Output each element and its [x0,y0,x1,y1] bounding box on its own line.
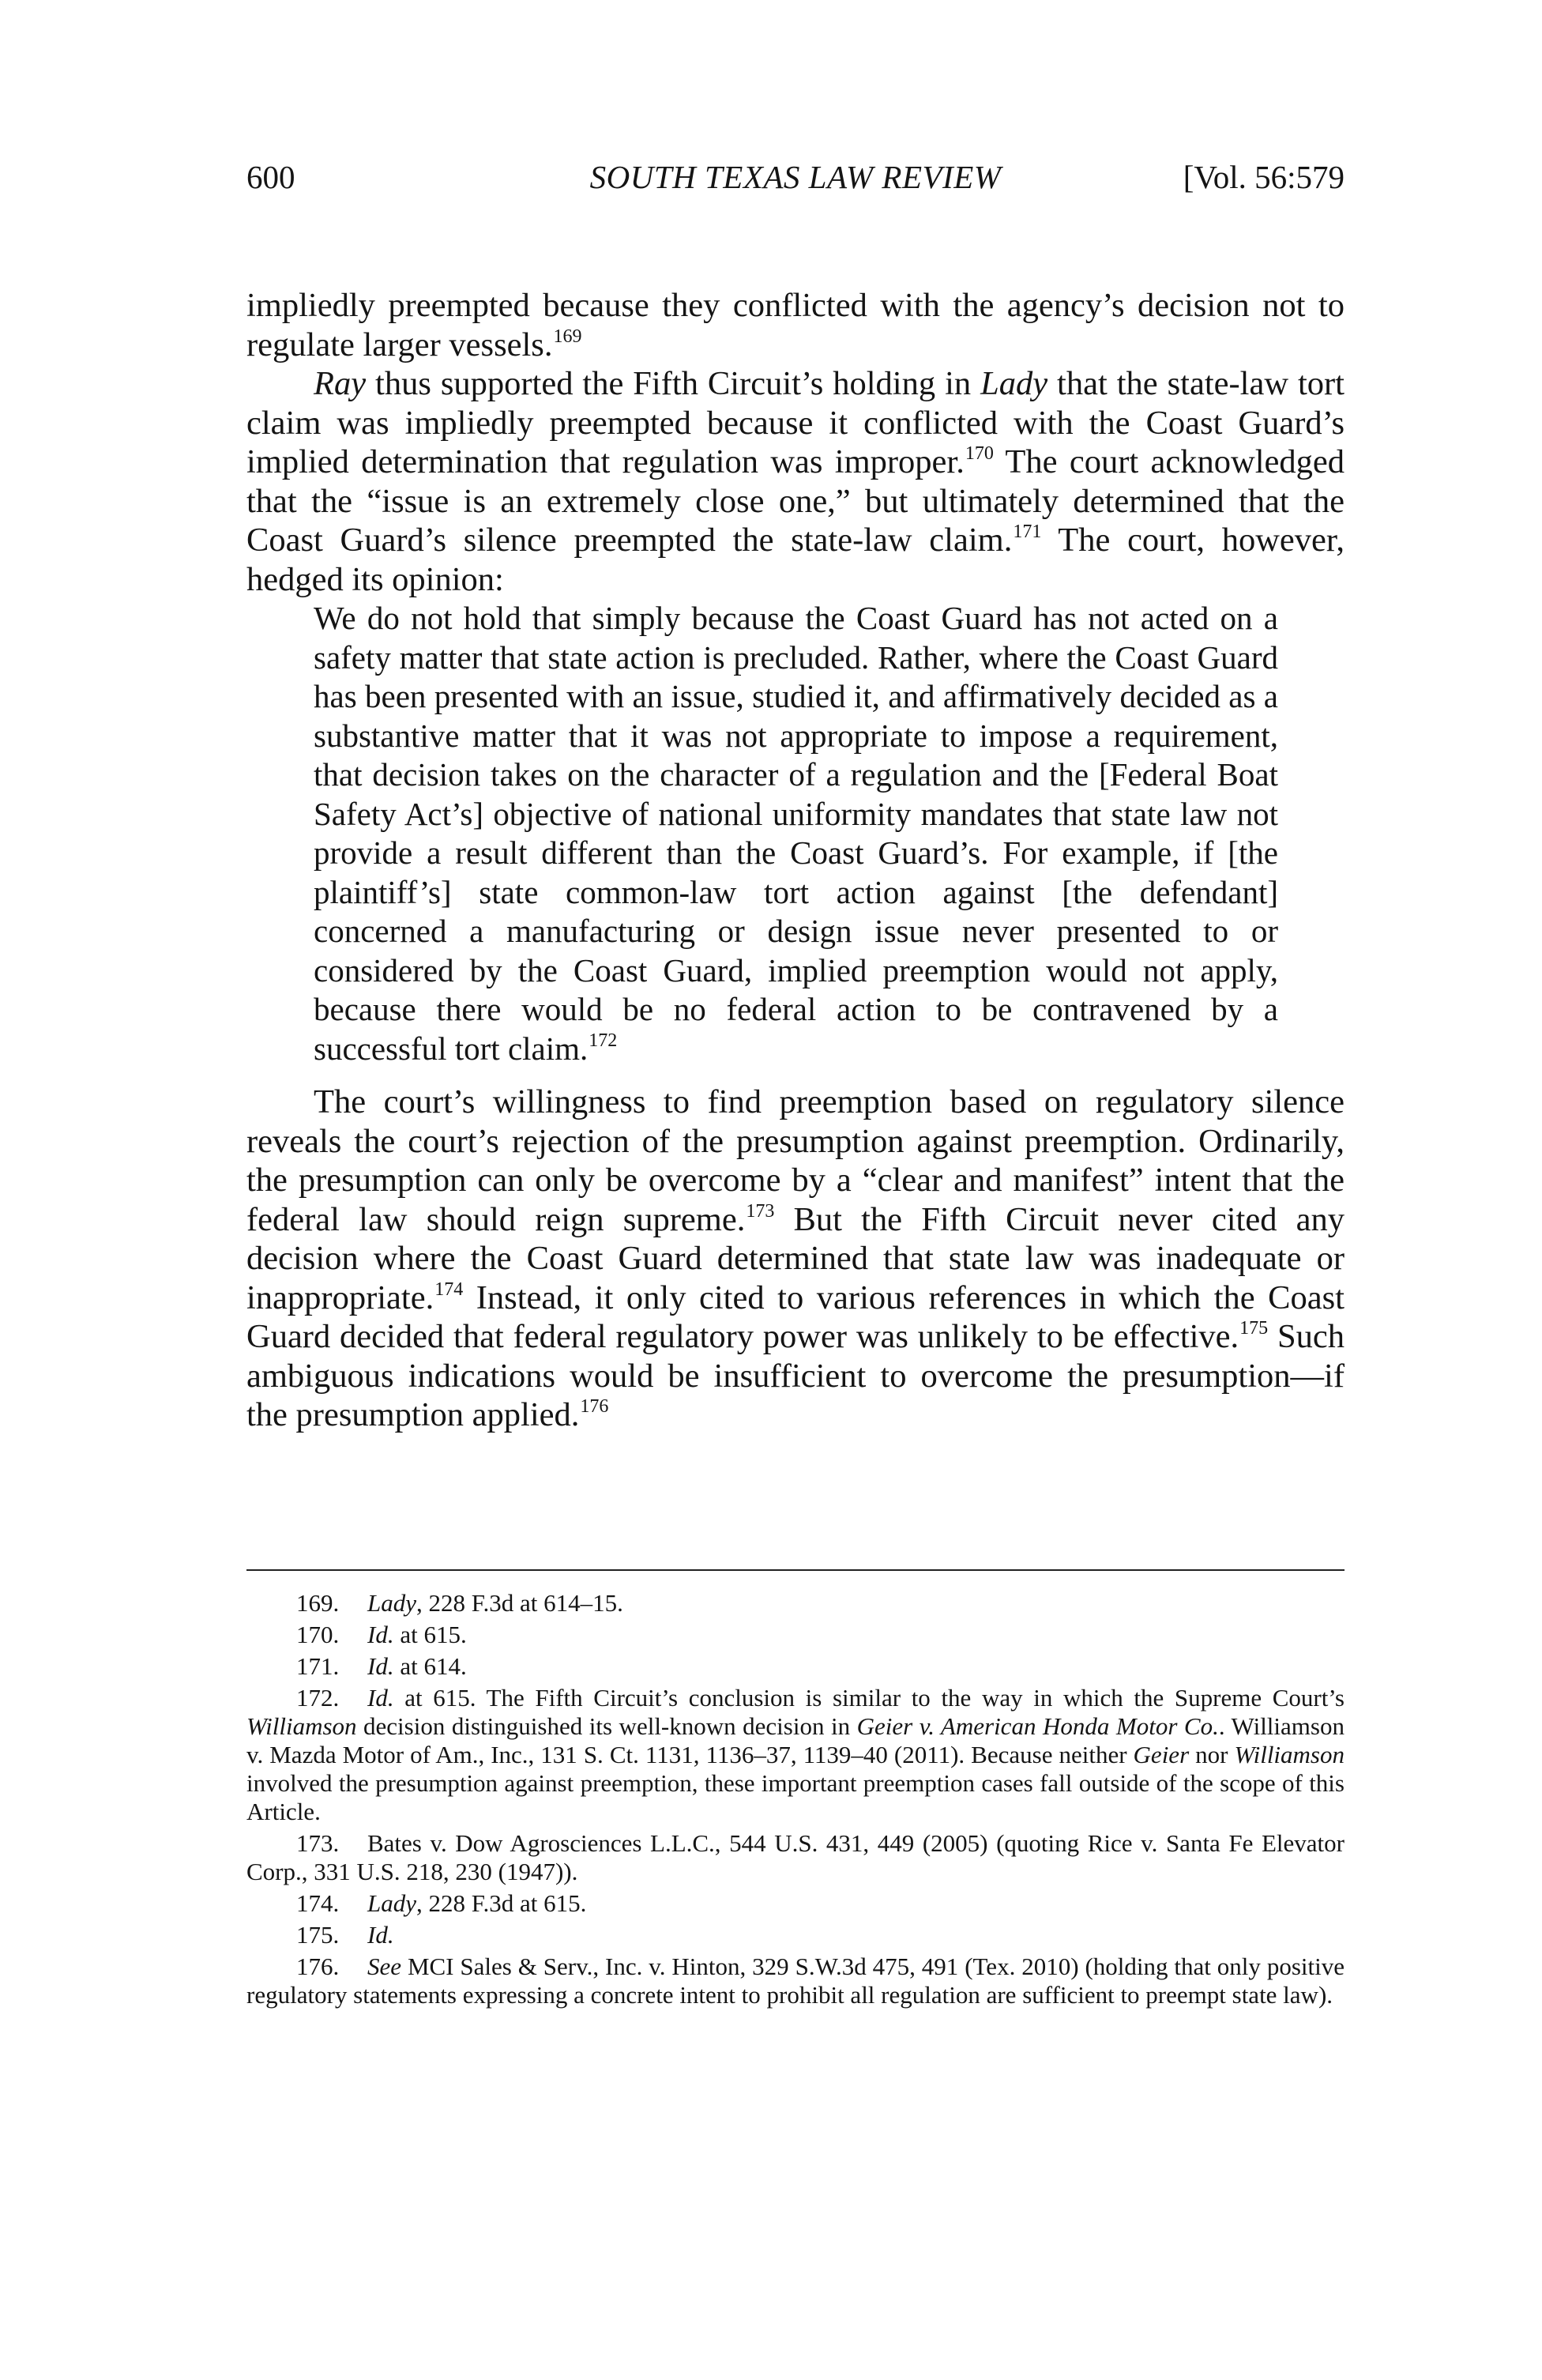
footnote-ref[interactable]: 171 [1013,522,1042,542]
footnote-170 [246,1621,1345,1649]
footnote-text: , 228 F.3d at 615. [416,1889,587,1917]
footnote-number: 174. [296,1889,340,1917]
footnote-173 [246,1829,1345,1886]
paragraph-text: Instead, it only cited to various references in which the Coast Guard decided that federal regulatory power was unlikely to be effective. [246,1278,1345,1355]
case-name: Williamson [246,1712,357,1740]
footnote-number: 171. [296,1652,340,1680]
paragraph-text: impliedly preempted because they conflicted with the agency’s decision not to regulate larger vessels. [246,287,1345,363]
citation-signal: Id. [367,1652,394,1680]
footnote-175 [246,1921,1345,1949]
footnote-ref[interactable]: 170 [965,443,994,464]
page-number: 600 [246,159,295,195]
citation-signal: Id. [367,1621,394,1648]
footnote-ref[interactable]: 172 [589,1030,618,1051]
citation-signal: Id. [367,1921,394,1949]
case-name: Lady [980,365,1048,402]
footnote-number: 175. [296,1921,340,1949]
main-text [246,286,1345,1435]
case-name: Geier v. American Honda Motor Co. [856,1712,1219,1740]
footnote-text: , 228 F.3d at 614–15. [416,1589,623,1617]
block-quote [314,599,1278,1068]
case-name: Geier [1133,1741,1190,1768]
quote-text: We do not hold that simply because the Coast Guard has not acted on a safety matter that state action is precluded. Rather, where the Coast Guard has been presented with an issue, studied it, and affirmatively decided as a substantive matter that it was not appropriate to impose a requirement, that decision takes on the character of a regulation and the [Federal Boat Safety Act’s] objective of national uniformity mandates that state law not provide a result different than the Coast Guard’s. For example, if [the plaintiff’s] state common-law tort action against [the defendant] concerned a manufacturing or design issue never presented to or considered by the Coast Guard, implied preemption would not apply, because there would be no federal action to be contravened by a successful tort claim. [314,600,1278,1067]
journal-title: SOUTH TEXAS LAW REVIEW [589,159,1002,195]
footnote-text: . Williamson v. Mazda Motor of Am., Inc., 131 S. Ct. 1131, 1136–37, 1139–40 (2011). Because neither [246,1712,1345,1768]
footnote-text: at 615. The Fifth Circuit’s conclusion is similar to the way in which the Supreme Court’s [393,1684,1345,1712]
footnote-176 [246,1953,1345,2009]
footnote-text: decision distinguished its well-known decision in [356,1712,857,1740]
paragraph-text: The court acknowledged that the “issue is an extremely close one,” but ultimately determined that the Coast Guard’s silence preempted the state-law claim. [246,443,1345,559]
footnote-divider [246,1569,1345,1571]
footnote-number: 176. [296,1953,340,1980]
footnote-174 [246,1889,1345,1918]
paragraph-text: that the state-law tort claim was impliedly preempted because it conflicted with the Coast Guard’s implied determination that regulation was improper. [246,365,1345,480]
footnote-text: MCI Sales & Serv., Inc. v. Hinton, 329 S.W.3d 475, 491 (Tex. 2010) (holding that only positive regulatory statements expressing a concrete intent to prohibit all regulation are sufficient to preempt state law). [246,1953,1345,2009]
footnote-number: 172. [296,1684,340,1712]
paragraph-text: The court, however, hedged its opinion: [246,522,1345,598]
case-name: Lady [367,1889,416,1917]
paragraph-continued [246,286,1345,364]
paragraph-text: But the Fifth Circuit never cited any decision where the Coast Guard determined that state law was inadequate or inappropriate. [246,1200,1345,1316]
footnotes [246,1589,1345,2013]
paragraph-text: thus supported the Fifth Circuit’s holding in [366,365,981,402]
footnote-ref[interactable]: 174 [434,1278,464,1300]
footnote-text: involved the presumption against preemption, these important preemption cases fall outside of the scope of this Article. [246,1769,1345,1825]
footnote-number: 170. [296,1621,340,1648]
paragraph-text: The court’s willingness to find preemption based on regulatory silence reveals the court’s rejection of the presumption against preemption. Ordinarily, the presumption can only be overcome by a “clear and manifest” intent that the federal law should reign supreme. [246,1083,1345,1238]
case-name: Williamson [1234,1741,1345,1768]
footnote-text: at 614. [393,1652,467,1680]
citation-signal: See [367,1953,402,1980]
paragraph-presumption [246,1083,1345,1435]
running-header [246,156,1345,198]
case-name: Lady [367,1589,416,1617]
footnote-number: 173. [296,1829,340,1857]
footnote-172 [246,1684,1345,1826]
footnote-171 [246,1652,1345,1681]
volume-citation: [Vol. 56:579 [1183,159,1345,195]
paragraph-text: Such ambiguous indications would be insufficient to overcome the presumption—if the presumption applied. [246,1318,1345,1433]
footnote-text: nor [1189,1741,1235,1768]
footnote-ref[interactable]: 173 [746,1200,775,1222]
footnote-ref[interactable]: 175 [1239,1318,1269,1339]
footnote-number: 169. [296,1589,340,1617]
paragraph-ray [246,364,1345,599]
footnote-ref[interactable]: 169 [553,326,582,347]
footnote-text: Bates v. Dow Agrosciences L.L.C., 544 U.S. 431, 449 (2005) (quoting Rice v. Santa Fe Elevator Corp., 331 U.S. 218, 230 (1947)). [246,1829,1345,1885]
citation-signal: Id. [367,1684,394,1712]
footnote-text: at 615. [393,1621,467,1648]
footnote-ref[interactable]: 176 [580,1396,609,1417]
case-name: Ray [314,365,367,402]
footnote-169 [246,1589,1345,1617]
